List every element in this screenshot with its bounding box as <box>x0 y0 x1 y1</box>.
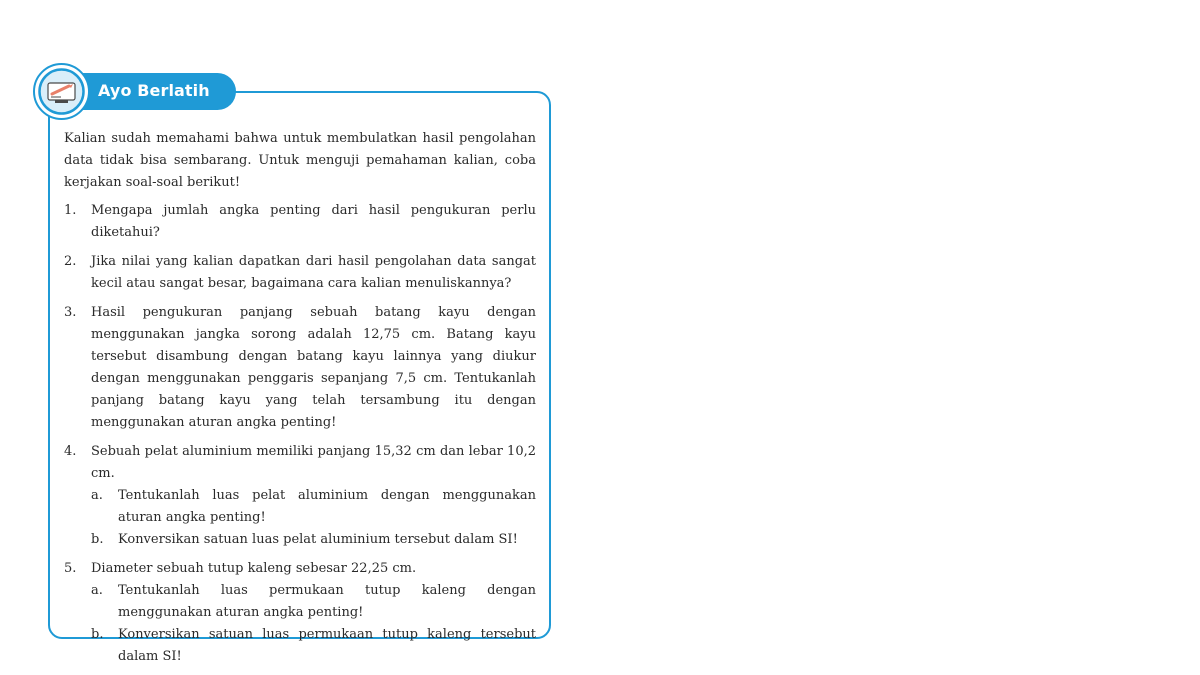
intro-paragraph: Kalian sudah memahami bahwa untuk membulatkan hasil pengolahan data tidak bisa sembarang. Untuk menguji pemahaman kalian, coba kerjakan soal-soal berikut! <box>64 131 536 190</box>
sub-question-text: Tentukanlah luas permukaan tutup kaleng dengan menggunakan aturan angka penting! <box>118 583 536 620</box>
question-text: Hasil pengukuran panjang sebuah batang kayu dengan menggunakan jangka sorong adalah 12,75 cm. Batang kayu tersebut disambung dengan batang kayu lainnya yang diukur dengan menggunakan penggaris sepanjang 7,5 cm. Tentukanlah panjang batang kayu yang telah tersambung itu dengan menggunakan aturan angka penting! <box>91 305 536 430</box>
sub-question-letter: a. <box>91 488 103 503</box>
question-text: Sebuah pelat aluminium memiliki panjang 15,32 cm dan lebar 10,2 cm. <box>91 444 536 481</box>
exercise-content <box>64 128 536 675</box>
question-item <box>64 302 536 434</box>
question-number: 1. <box>64 203 77 218</box>
sub-question-list <box>91 580 536 668</box>
question-number: 4. <box>64 444 77 459</box>
sub-question-item <box>91 485 536 529</box>
sub-question-item <box>91 529 536 551</box>
question-list <box>64 200 536 668</box>
sub-question-text: Konversikan satuan luas pelat aluminium tersebut dalam SI! <box>118 532 518 547</box>
sub-question-item <box>91 624 536 668</box>
practice-emblem-icon <box>33 63 90 120</box>
question-number: 2. <box>64 254 77 269</box>
sub-question-list <box>91 485 536 551</box>
sub-question-letter: b. <box>91 627 104 642</box>
section-title: Ayo Berlatih <box>98 81 210 100</box>
question-item <box>64 251 536 295</box>
sub-question-letter: b. <box>91 532 104 547</box>
sub-question-text: Konversikan satuan luas permukaan tutup kaleng tersebut dalam SI! <box>118 627 536 664</box>
sub-question-item <box>91 580 536 624</box>
question-item <box>64 558 536 668</box>
question-number: 3. <box>64 305 77 320</box>
question-text: Jika nilai yang kalian dapatkan dari hasil pengolahan data sangat kecil atau sangat besar, bagaimana cara kalian menuliskannya? <box>91 254 536 291</box>
question-text: Mengapa jumlah angka penting dari hasil pengukuran perlu diketahui? <box>91 203 536 240</box>
question-item <box>64 441 536 551</box>
sub-question-letter: a. <box>91 583 103 598</box>
question-text: Diameter sebuah tutup kaleng sebesar 22,25 cm. <box>91 561 417 576</box>
question-number: 5. <box>64 561 77 576</box>
sub-question-text: Tentukanlah luas pelat aluminium dengan menggunakan aturan angka penting! <box>118 488 536 525</box>
question-item <box>64 200 536 244</box>
